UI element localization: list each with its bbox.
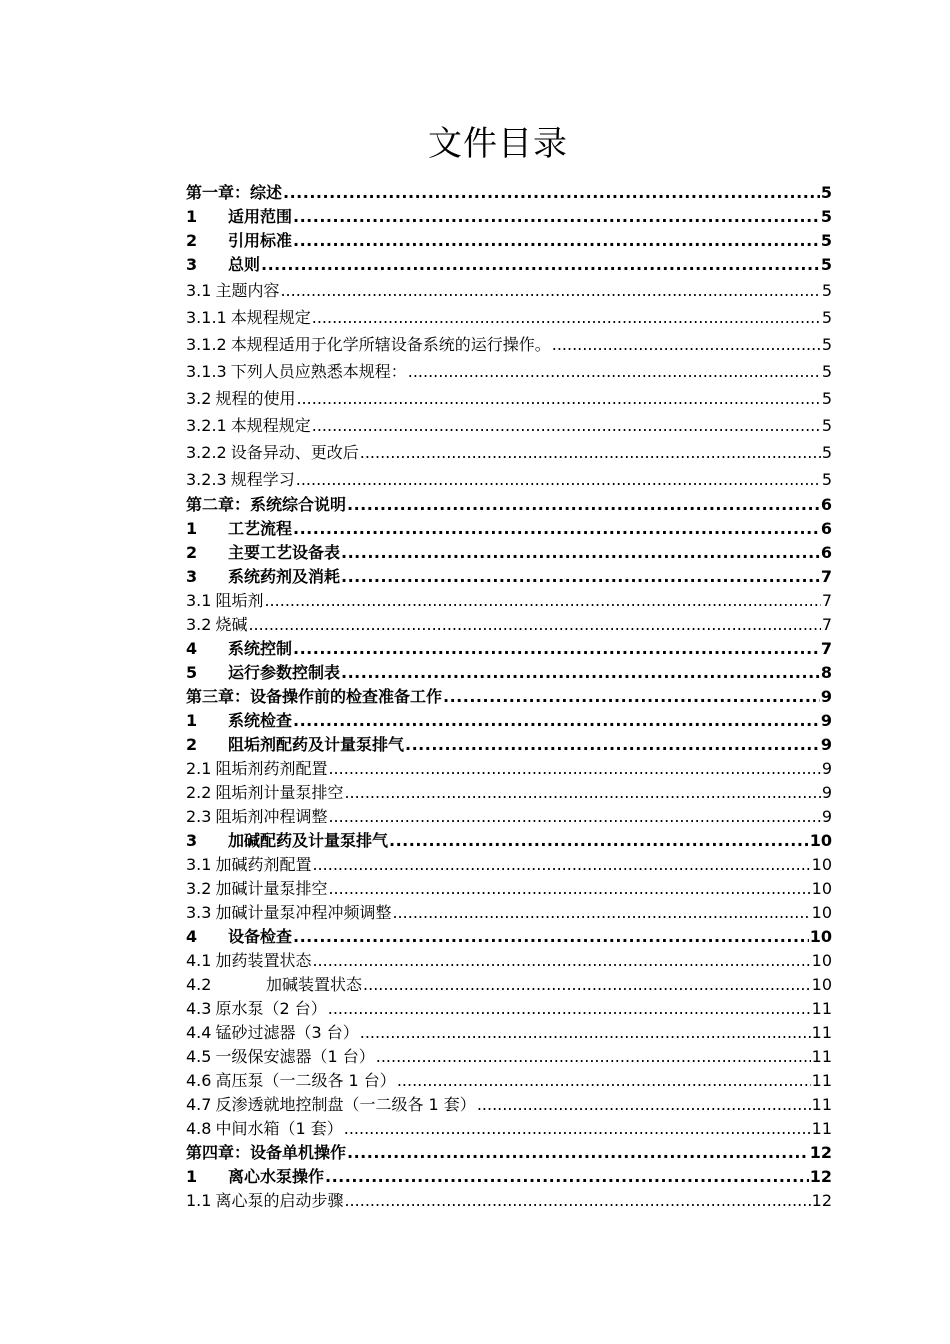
- toc-dot-leader: [293, 637, 820, 661]
- toc-dot-leader: [312, 949, 810, 973]
- toc-entry-title: [186, 229, 292, 253]
- toc-entry[interactable]: [186, 997, 832, 1021]
- toc-entry-title: [186, 253, 260, 277]
- toc-entry-page: 10: [811, 951, 832, 970]
- toc-dot-leader: [405, 733, 820, 757]
- toc-entry[interactable]: [186, 757, 832, 781]
- toc-dot-leader: [341, 541, 820, 565]
- toc-entry-number: 2.2: [186, 783, 212, 802]
- toc-entry-number: 4.8: [186, 1119, 212, 1138]
- toc-entry[interactable]: [186, 517, 832, 541]
- toc-entry-number: 3.1.1: [186, 308, 227, 327]
- toc-entry[interactable]: [186, 304, 832, 331]
- toc-dot-leader: [293, 517, 820, 541]
- toc-entry-page: 11: [811, 999, 832, 1018]
- toc-dot-leader: [280, 277, 820, 304]
- toc-entry-page: 5: [821, 443, 832, 462]
- toc-entry-text: 烧碱: [215, 615, 248, 634]
- toc-entry-title: [186, 733, 404, 757]
- toc-entry[interactable]: [186, 829, 832, 853]
- toc-entry-text: 本规程适用于化学所辖设备系统的运行操作。: [230, 335, 551, 354]
- toc-dot-leader: [341, 661, 820, 685]
- toc-entry-number: 2: [186, 543, 198, 562]
- toc-entry-page: 7: [821, 615, 832, 634]
- toc-entry[interactable]: [186, 493, 832, 517]
- toc-entry-title: [186, 517, 292, 541]
- toc-dot-leader: [344, 1117, 811, 1141]
- toc-entry-number: 4.4: [186, 1023, 212, 1042]
- toc-dot-leader: [293, 205, 820, 229]
- toc-entry-title: [186, 304, 311, 331]
- toc-dot-leader: [347, 1141, 809, 1165]
- toc-dot-leader: [344, 781, 820, 805]
- toc-entry-page: 7: [821, 591, 832, 610]
- toc-dot-leader: [296, 466, 821, 493]
- toc-entry-title: [186, 685, 442, 709]
- toc-entry-page: 11: [811, 1023, 832, 1042]
- toc-entry-text: 本规程规定: [230, 416, 311, 435]
- toc-entry-page: 12: [809, 1143, 832, 1162]
- toc-entry-number: 2: [186, 735, 198, 754]
- toc-entry-text: 离心泵的启动步骤: [215, 1191, 344, 1210]
- toc-entry-text: 系统药剂及消耗: [228, 567, 341, 586]
- toc-entry-page: 11: [811, 1071, 832, 1090]
- toc-entry-number: 1: [186, 207, 198, 226]
- toc-dot-leader: [347, 493, 820, 517]
- toc-entry-text: 主要工艺设备表: [228, 543, 341, 562]
- toc-entry-title: [186, 1069, 396, 1093]
- toc-entry-number: 1.1: [186, 1191, 212, 1210]
- toc-entry-number: 4: [186, 639, 198, 658]
- toc-entry-page: 10: [809, 831, 832, 850]
- toc-entry-text: 规程学习: [230, 470, 295, 489]
- toc-dot-leader: [312, 412, 821, 439]
- toc-entry-text: 第一章：综述: [186, 183, 283, 202]
- toc-dot-leader: [376, 1045, 811, 1069]
- toc-entry-title: [186, 637, 292, 661]
- toc-entry-number: 4: [186, 927, 198, 946]
- toc-entry-page: 12: [809, 1167, 832, 1186]
- toc-dot-leader: [389, 829, 809, 853]
- toc-entry[interactable]: [186, 229, 832, 253]
- toc-entry-page: 10: [811, 903, 832, 922]
- toc-entry-text: 离心水泵操作: [228, 1167, 325, 1186]
- toc-entry-title: [186, 877, 327, 901]
- toc-entry[interactable]: [186, 925, 832, 949]
- toc-entry-text: 总则: [228, 255, 261, 274]
- toc-entry-text: 设备检查: [228, 927, 293, 946]
- toc-entry[interactable]: [186, 565, 832, 589]
- toc-entry-title: [186, 1093, 476, 1117]
- toc-entry-page: 5: [821, 281, 832, 300]
- toc-dot-leader: [328, 805, 820, 829]
- toc-entry-number: 3.1.3: [186, 362, 227, 381]
- toc-entry-text: 运行参数控制表: [228, 663, 341, 682]
- toc-entry-text: 设备异动、更改后: [230, 443, 359, 462]
- toc-entry[interactable]: [186, 733, 832, 757]
- toc-entry-page: 9: [821, 807, 832, 826]
- toc-dot-leader: [261, 253, 820, 277]
- toc-entry-number: 3.2.2: [186, 443, 227, 462]
- toc-entry[interactable]: [186, 853, 832, 877]
- toc-entry-text: 加碱装置状态: [266, 975, 363, 994]
- toc-dot-leader: [397, 1069, 811, 1093]
- toc-entry[interactable]: [186, 412, 832, 439]
- toc-entry[interactable]: [186, 613, 832, 637]
- toc-entry-title: [186, 1117, 343, 1141]
- toc-entry-title: [186, 829, 388, 853]
- toc-entry-title: [186, 853, 311, 877]
- toc-dot-leader: [328, 997, 811, 1021]
- toc-entry-text: 阻垢剂配药及计量泵排气: [228, 735, 405, 754]
- toc-entry[interactable]: [186, 1069, 832, 1093]
- toc-entry-page: 5: [821, 389, 832, 408]
- toc-entry[interactable]: [186, 637, 832, 661]
- toc-entry-number: 3: [186, 567, 198, 586]
- toc-entry-number: 3.2.3: [186, 470, 227, 489]
- toc-entry-title: [186, 1165, 324, 1189]
- toc-entry-title: [186, 757, 327, 781]
- toc-entry-text: 加药装置状态: [215, 951, 312, 970]
- toc-entry-text: 原水泵（2 台）: [215, 999, 327, 1018]
- toc-entry-text: 锰砂过滤器（3 台）: [215, 1023, 359, 1042]
- toc-entry-text: 工艺流程: [228, 519, 293, 538]
- toc-entry-number: 4.5: [186, 1047, 212, 1066]
- toc-entry[interactable]: [186, 331, 832, 358]
- toc-entry-number: 1: [186, 711, 198, 730]
- toc-entry-title: [186, 805, 327, 829]
- toc-entry[interactable]: [186, 805, 832, 829]
- toc-entry-title: [186, 205, 292, 229]
- toc-entry-title: [186, 439, 359, 466]
- toc-entry-text: 下列人员应熟悉本规程：: [230, 362, 407, 381]
- toc-entry-text: 加碱配药及计量泵排气: [228, 831, 389, 850]
- toc-dot-leader: [293, 709, 820, 733]
- toc-entry-number: 1: [186, 1167, 198, 1186]
- toc-entry-number: 3.1: [186, 591, 212, 610]
- toc-entry-page: 5: [821, 362, 832, 381]
- toc-entry-text: 本规程规定: [230, 308, 311, 327]
- toc-entry-number: 4.3: [186, 999, 212, 1018]
- toc-entry-page: 5: [820, 231, 832, 250]
- toc-entry-page: 5: [821, 416, 832, 435]
- toc-entry-page: 10: [811, 879, 832, 898]
- toc-entry[interactable]: [186, 277, 832, 304]
- toc-entry-title: [186, 385, 295, 412]
- toc-entry-title: [186, 589, 263, 613]
- toc-entry-text: 阻垢剂药剂配置: [215, 759, 328, 778]
- toc-entry[interactable]: [186, 1045, 832, 1069]
- toc-entry-number: 3.1.2: [186, 335, 227, 354]
- toc-entry-title: [186, 973, 362, 997]
- toc-entry[interactable]: [186, 877, 832, 901]
- toc-entry-page: 12: [811, 1191, 832, 1210]
- toc-entry-number: 2: [186, 231, 198, 250]
- toc-entry-number: 3.2: [186, 879, 212, 898]
- toc-entry-text: 引用标准: [228, 231, 293, 250]
- toc-entry-page: 6: [820, 519, 832, 538]
- toc-entry[interactable]: [186, 685, 832, 709]
- toc-entry[interactable]: [186, 1117, 832, 1141]
- toc-entry-title: [186, 1189, 343, 1213]
- toc-entry-title: [186, 493, 346, 517]
- toc-entry-page: 7: [820, 567, 832, 586]
- toc-entry-page: 5: [820, 255, 832, 274]
- toc-entry-page: 9: [820, 735, 832, 754]
- toc-entry-title: [186, 949, 311, 973]
- toc-entry-text: 阻垢剂: [215, 591, 264, 610]
- toc-entry-number: 3.1: [186, 855, 212, 874]
- toc-dot-leader: [360, 439, 821, 466]
- toc-entry[interactable]: [186, 589, 832, 613]
- toc-entry-number: 2.1: [186, 759, 212, 778]
- toc-entry-page: 10: [811, 855, 832, 874]
- toc-dot-leader: [293, 229, 820, 253]
- toc-entry-text: 系统检查: [228, 711, 293, 730]
- toc-entry-title: [186, 781, 343, 805]
- toc-entry-number: 3.3: [186, 903, 212, 922]
- toc-entry-title: [186, 901, 391, 925]
- toc-dot-leader: [392, 901, 810, 925]
- page-title: 文件目录: [428, 124, 568, 164]
- toc-entry-title: [186, 1021, 359, 1045]
- toc-entry[interactable]: [186, 1021, 832, 1045]
- toc-entry-page: 5: [820, 207, 832, 226]
- toc-entry-text: 反渗透就地控制盘（一二级各 1 套）: [215, 1095, 476, 1114]
- toc-entry-page: 9: [820, 687, 832, 706]
- toc-dot-leader: [408, 358, 821, 385]
- toc-entry-number: 1: [186, 519, 198, 538]
- toc-dot-leader: [341, 565, 820, 589]
- toc-entry[interactable]: [186, 385, 832, 412]
- toc-entry-page: 11: [811, 1119, 832, 1138]
- toc-entry-number: 4.7: [186, 1095, 212, 1114]
- toc-entry-number: 2.3: [186, 807, 212, 826]
- toc-dot-leader: [248, 613, 820, 637]
- toc-entry-number: 3.2.1: [186, 416, 227, 435]
- toc-entry-text: 系统控制: [228, 639, 293, 658]
- toc-dot-leader: [328, 757, 820, 781]
- toc-entry-text: 阻垢剂冲程调整: [215, 807, 328, 826]
- toc-dot-leader: [325, 1165, 809, 1189]
- toc-dot-leader: [360, 1021, 811, 1045]
- toc-entry-text: 一级保安滤器（1 台）: [215, 1047, 375, 1066]
- toc-dot-leader: [328, 877, 810, 901]
- toc-entry-number: 4.1: [186, 951, 212, 970]
- toc-entry-page: 10: [809, 927, 832, 946]
- toc-entry-title: [186, 997, 327, 1021]
- toc-dot-leader: [363, 973, 811, 997]
- toc-entry-text: 第二章：系统综合说明: [186, 495, 347, 514]
- toc-entry-title: [186, 925, 292, 949]
- toc-entry-title: [186, 331, 551, 358]
- table-of-contents: [186, 181, 832, 1213]
- toc-entry-number: 3: [186, 831, 198, 850]
- toc-entry[interactable]: [186, 901, 832, 925]
- toc-entry-page: 10: [811, 975, 832, 994]
- toc-entry-title: [186, 1141, 346, 1165]
- toc-dot-leader: [443, 685, 820, 709]
- toc-entry-text: 阻垢剂计量泵排空: [215, 783, 344, 802]
- toc-entry-page: 5: [820, 183, 832, 202]
- toc-entry-title: [186, 181, 282, 205]
- toc-entry-page: 5: [821, 335, 832, 354]
- toc-entry-text: 第三章：设备操作前的检查准备工作: [186, 687, 443, 706]
- toc-entry[interactable]: [186, 358, 832, 385]
- toc-entry-number: 3.2: [186, 615, 212, 634]
- toc-entry-page: 9: [820, 711, 832, 730]
- toc-entry[interactable]: [186, 781, 832, 805]
- toc-dot-leader: [312, 304, 821, 331]
- toc-entry[interactable]: [186, 541, 832, 565]
- toc-entry-title: [186, 412, 311, 439]
- toc-entry[interactable]: [186, 205, 832, 229]
- toc-dot-leader: [296, 385, 820, 412]
- toc-dot-leader: [283, 181, 820, 205]
- toc-entry-title: [186, 358, 407, 385]
- toc-entry[interactable]: [186, 1141, 832, 1165]
- toc-dot-leader: [312, 853, 810, 877]
- toc-dot-leader: [552, 331, 821, 358]
- toc-entry-title: [186, 661, 340, 685]
- toc-entry-text: 第四章：设备单机操作: [186, 1143, 347, 1162]
- toc-entry-title: [186, 277, 279, 304]
- toc-entry-title: [186, 541, 340, 565]
- toc-entry[interactable]: [186, 466, 832, 493]
- toc-entry-number: 4.2: [186, 975, 212, 994]
- toc-entry[interactable]: [186, 181, 832, 205]
- toc-entry[interactable]: [186, 1093, 832, 1117]
- toc-entry-page: 11: [811, 1047, 832, 1066]
- toc-entry-page: 6: [820, 543, 832, 562]
- toc-entry-text: 高压泵（一二级各 1 台）: [215, 1071, 396, 1090]
- toc-entry[interactable]: [186, 661, 832, 685]
- toc-entry-page: 7: [820, 639, 832, 658]
- toc-entry-title: [186, 1045, 375, 1069]
- toc-entry-page: 9: [821, 759, 832, 778]
- toc-entry-title: [186, 565, 340, 589]
- toc-dot-leader: [264, 589, 820, 613]
- toc-entry[interactable]: [186, 1189, 832, 1213]
- toc-entry-title: [186, 613, 247, 637]
- toc-entry-number: 3.1: [186, 281, 212, 300]
- toc-entry-page: 5: [821, 470, 832, 489]
- toc-entry-text: 加碱药剂配置: [215, 855, 312, 874]
- toc-entry-number: 5: [186, 663, 198, 682]
- toc-entry[interactable]: [186, 439, 832, 466]
- toc-entry[interactable]: [186, 253, 832, 277]
- toc-entry-text: 中间水箱（1 套）: [215, 1119, 343, 1138]
- toc-entry-page: 5: [821, 308, 832, 327]
- toc-dot-leader: [477, 1093, 811, 1117]
- toc-entry[interactable]: [186, 1165, 832, 1189]
- toc-entry-page: 11: [811, 1095, 832, 1114]
- toc-entry-number: 4.6: [186, 1071, 212, 1090]
- toc-entry[interactable]: [186, 709, 832, 733]
- toc-entry-text: 加碱计量泵排空: [215, 879, 328, 898]
- toc-entry-text: 规程的使用: [215, 389, 296, 408]
- toc-dot-leader: [293, 925, 809, 949]
- toc-entry-number: 3.2: [186, 389, 212, 408]
- toc-entry-text: 适用范围: [228, 207, 293, 226]
- toc-entry-title: [186, 466, 295, 493]
- toc-entry-text: 加碱计量泵冲程冲频调整: [215, 903, 392, 922]
- toc-entry-title: [186, 709, 292, 733]
- toc-entry[interactable]: [186, 973, 832, 997]
- toc-entry[interactable]: [186, 949, 832, 973]
- toc-entry-text: 主题内容: [215, 281, 280, 300]
- toc-entry-number: 3: [186, 255, 198, 274]
- toc-entry-page: 9: [821, 783, 832, 802]
- toc-dot-leader: [344, 1189, 810, 1213]
- toc-entry-page: 6: [820, 495, 832, 514]
- toc-entry-page: 8: [820, 663, 832, 682]
